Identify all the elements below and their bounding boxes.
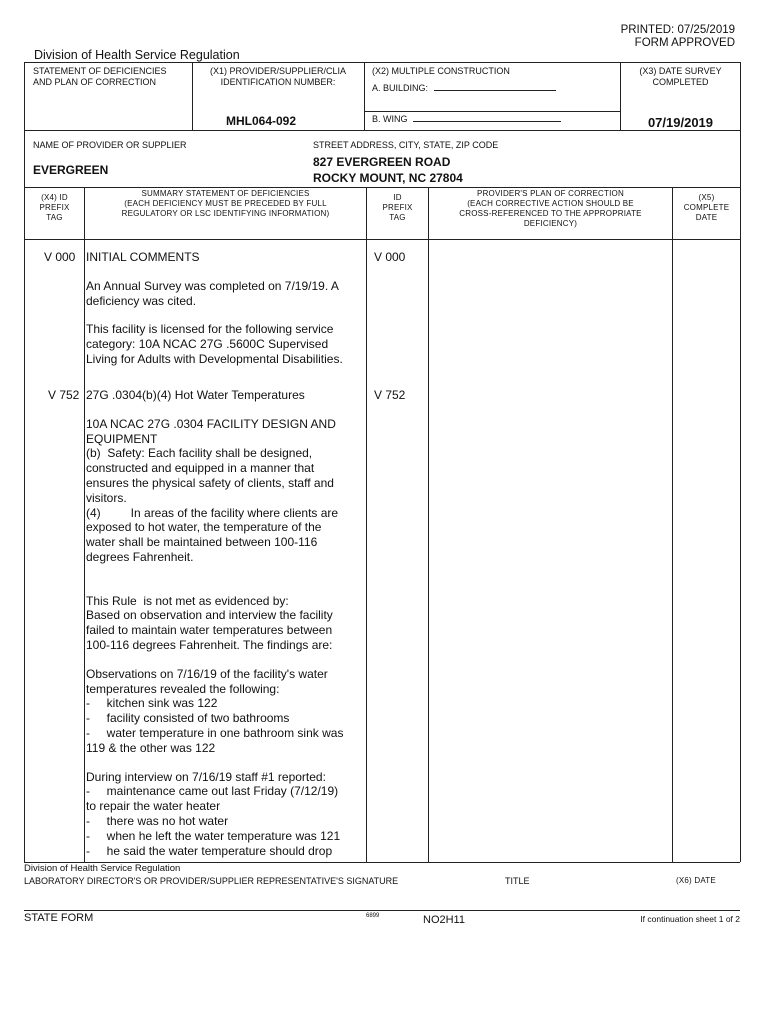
state-form-label: STATE FORM (24, 912, 94, 924)
entry-id-tag: V 752 (374, 388, 406, 402)
form-number: 6899 (366, 913, 380, 919)
form-approved: FORM APPROVED (634, 37, 735, 49)
title-label: TITLE (505, 876, 530, 886)
address-line-2: ROCKY MOUNT, NC 27804 (313, 171, 463, 185)
address-label: STREET ADDRESS, CITY, STATE, ZIP CODE (313, 140, 499, 150)
continuation-sheet: If continuation sheet 1 of 2 (640, 914, 740, 924)
paragraph: Observations on 7/16/19 of the facility's water temperatures revealed the following: - kitchen sink was 122 - facility consisted of two bathrooms - water temperature in one bathroom sink was 119 & the other was 122 (86, 666, 344, 755)
x2-building: A. BUILDING: (372, 83, 556, 94)
x6-date-label: (X6) DATE (676, 876, 716, 885)
survey-completed-date: 07/19/2019 (647, 115, 714, 130)
signature-label: LABORATORY DIRECTOR'S OR PROVIDER/SUPPLIER REPRESENTATIVE'S SIGNATURE (24, 876, 399, 886)
paragraph: During interview on 7/16/19 staff #1 reported: - maintenance came out last Friday (7/12/19) to repair the water heater - there was no hot water - when he left the water temperature was 121 - he said the water temperature should drop (86, 769, 341, 858)
agency-name: Division of Health Service Regulation (34, 48, 240, 62)
deficiency-text (86, 250, 362, 381)
paragraph: This facility is licensed for the following service category: 10A NCAC 27G .5600C Supervised Living for Adults with Developmental Disabilities. (86, 322, 343, 366)
col-x4-header: (X4) ID PREFIX TAG (39, 193, 70, 222)
address-line-1: 827 EVERGREEN ROAD (313, 155, 451, 169)
entry-tag: V 000 (44, 250, 76, 264)
wing-field[interactable] (413, 121, 561, 122)
printed-date: PRINTED: 07/25/2019 (620, 24, 735, 36)
event-id: NO2H11 (423, 914, 465, 926)
paragraph: An Annual Survey was completed on 7/19/19. A deficiency was cited. (86, 278, 339, 308)
building-field[interactable] (434, 90, 556, 91)
col-x5-header: (X5) COMPLETE DATE (683, 193, 730, 222)
entry-tag: V 752 (48, 388, 80, 402)
paragraph (86, 250, 362, 265)
footer-agency: Division of Health Service Regulation (24, 863, 181, 874)
paragraph: This Rule is not met as evidenced by: Based on observation and interview the facility failed to maintain water temperatures between 100-116 degrees Fahrenheit. The findings are: (86, 593, 333, 652)
provider-id-number: MHL064-092 (225, 114, 297, 128)
entry-id-tag: V 000 (374, 250, 406, 264)
statement-label: STATEMENT OF DEFICIENCIES AND PLAN OF CORRECTION (33, 66, 167, 87)
deficiency-heading: 27G .0304(b)(4) Hot Water Temperatures (86, 388, 305, 402)
x2-label: (X2) MULTIPLE CONSTRUCTION (372, 66, 510, 76)
paragraph (86, 388, 362, 403)
x1-label: (X1) PROVIDER/SUPPLIER/CLIA IDENTIFICATION NUMBER: (209, 66, 347, 87)
x2-wing: B. WING (372, 114, 561, 125)
col-plan-header: PROVIDER'S PLAN OF CORRECTION (EACH CORRECTIVE ACTION SHOULD BE CROSS-REFERENCED TO THE APPROPRIATE DEFICIENCY) (459, 189, 642, 228)
col-summary-header: SUMMARY STATEMENT OF DEFICIENCIES (EACH DEFICIENCY MUST BE PRECEDED BY FULL REGULATORY OR LSC IDENTIFYING INFORMATION) (121, 189, 330, 218)
provider-name: EVERGREEN (33, 163, 109, 177)
deficiency-heading: INITIAL COMMENTS (86, 250, 200, 264)
deficiency-text (86, 388, 362, 872)
col-id-header: ID PREFIX TAG (382, 193, 413, 222)
x3-label: (X3) DATE SURVEY COMPLETED (639, 66, 722, 87)
provider-name-label: NAME OF PROVIDER OR SUPPLIER (33, 140, 187, 150)
paragraph: 10A NCAC 27G .0304 FACILITY DESIGN AND EQUIPMENT (b) Safety: Each facility shall be designed, constructed and equipped in a manner that ensures the physical safety of clients, staff and visitors. (4) In areas of the facility where clients are exposed to hot water, the temperature of the water shall be maintained between 100-116 degrees Fahrenheit. (86, 416, 339, 564)
